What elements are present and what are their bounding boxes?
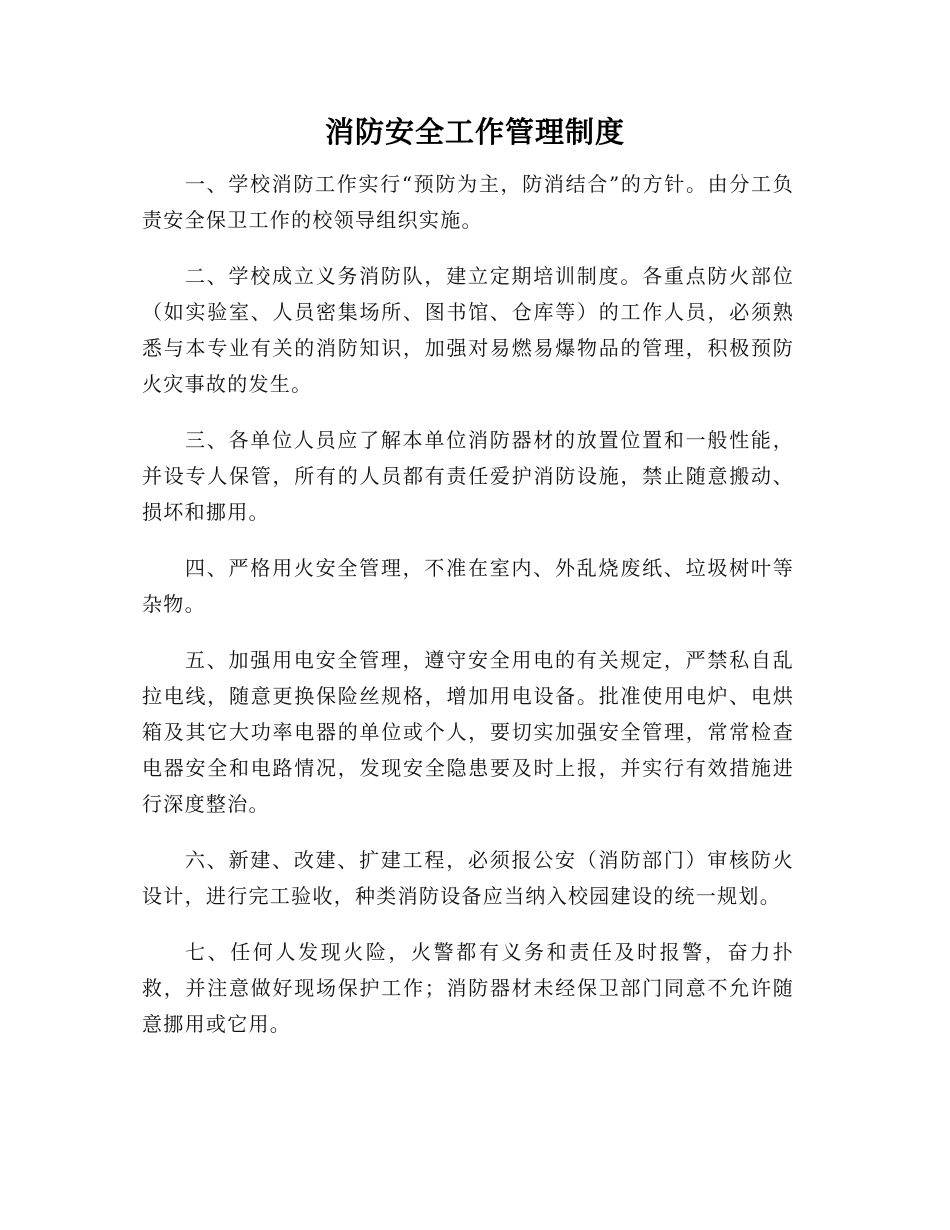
paragraph-3: 三、各单位人员应了解本单位消防器材的放置位置和一般性能，并设专人保管，所有的人员都有责任爱护消防设施，禁止随意搬动、损坏和挪用。 xyxy=(142,428,794,524)
paragraph-5: 五、加强用电安全管理，遵守安全用电的有关规定，严禁私自乱拉电线，随意更换保险丝规格，增加用电设备。批准使用电炉、电烘箱及其它大功率电器的单位或个人，要切实加强安全管理，常常检查电器安全和电路情况，发现安全隐患要及时上报，并实行有效措施进行深度整治。 xyxy=(142,648,794,816)
paragraph-2: 二、学校成立义务消防队，建立定期培训制度。各重点防火部位（如实验室、人员密集场所、图书馆、仓库等）的工作人员，必须熟悉与本专业有关的消防知识，加强对易燃易爆物品的管理，积极预防火灾事故的发生。 xyxy=(142,264,794,396)
paragraph-1: 一、学校消防工作实行“预防为主，防消结合”的方针。由分工负责安全保卫工作的校领导组织实施。 xyxy=(142,172,794,232)
paragraph-6: 六、新建、改建、扩建工程，必须报公安（消防部门）审核防火设计，进行完工验收，种类消防设备应当纳入校园建设的统一规划。 xyxy=(142,848,794,908)
document-title: 消防安全工作管理制度 xyxy=(324,115,625,149)
paragraph-7: 七、任何人发现火险，火警都有义务和责任及时报警，奋力扑救，并注意做好现场保护工作；消防器材未经保卫部门同意不允许随意挪用或它用。 xyxy=(142,940,794,1036)
document-body xyxy=(142,166,794,1062)
paragraph-4: 四、严格用火安全管理，不准在室内、外乱烧废纸、垃圾树叶等杂物。 xyxy=(142,556,794,616)
